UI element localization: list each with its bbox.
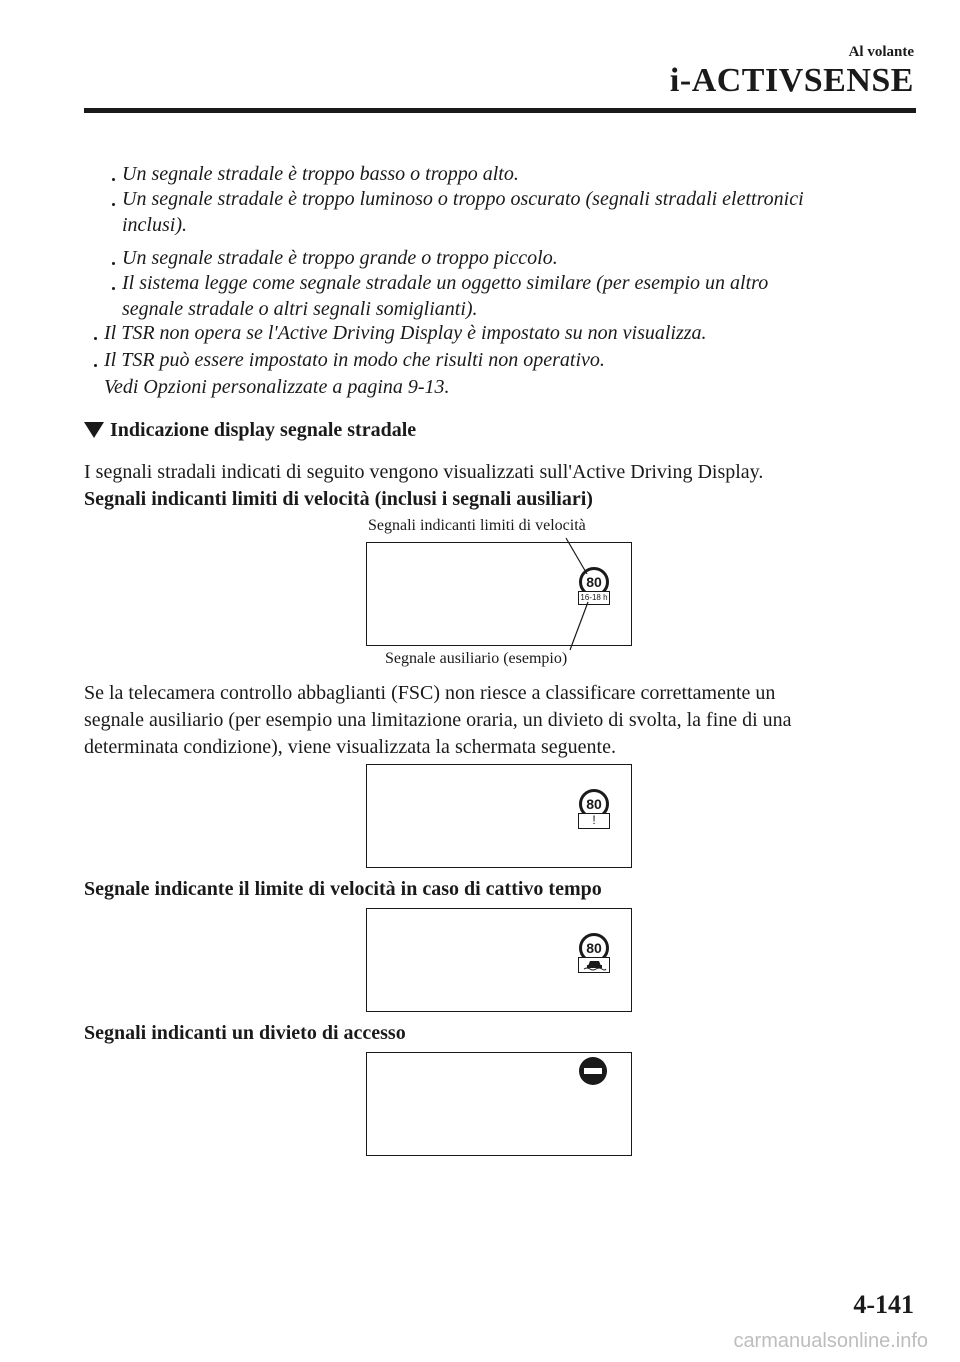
bullet-sub-4: Il sistema legge come segnale stradale un oggetto similare (per esempio un altro bbox=[122, 272, 769, 294]
paragraph-line-2: segnale ausiliario (per esempio una limitazione oraria, un divieto di svolta, la fine di una bbox=[84, 709, 792, 731]
page-number: 4-141 bbox=[853, 1290, 914, 1319]
bullet-main-2: Il TSR può essere impostato in modo che risulti non operativo. bbox=[104, 349, 605, 371]
figure1-label-bottom: Segnale ausiliario (esempio) bbox=[385, 650, 568, 667]
unknown-aux-sign: ! bbox=[578, 813, 610, 829]
bullet-dot bbox=[112, 178, 115, 181]
bullet-sub-2: Un segnale stradale è troppo luminoso o troppo oscurato (segnali stradali elettronici bbox=[122, 188, 804, 210]
speed-limit-sign: 80 bbox=[579, 789, 609, 819]
bullet-sub-2-cont: inclusi). bbox=[122, 214, 187, 236]
paragraph-line-1: Se la telecamera controllo abbaglianti (FSC) non riesce a classificare correttamente un bbox=[84, 682, 776, 704]
bullet-sub-1: Un segnale stradale è troppo basso o troppo alto. bbox=[122, 163, 519, 185]
display-figure-2 bbox=[366, 764, 632, 868]
watermark: carmanualsonline.info bbox=[733, 1330, 928, 1352]
speed-limit-sign: 80 bbox=[579, 567, 609, 597]
cross-reference: Vedi Opzioni personalizzate a pagina 9-13. bbox=[104, 376, 450, 398]
no-entry-sign-icon bbox=[579, 1057, 607, 1085]
bullet-main-1: Il TSR non opera se l'Active Driving Display è impostato su non visualizza. bbox=[104, 322, 707, 344]
paragraph-line-3: determinata condizione), viene visualizzata la schermata seguente. bbox=[84, 736, 616, 758]
bad-weather-icon bbox=[578, 957, 610, 973]
display-figure-1 bbox=[366, 542, 632, 646]
bullet-sub-4-cont: segnale stradale o altri segnali somiglianti). bbox=[122, 298, 478, 320]
figure1-label-top: Segnali indicanti limiti di velocità bbox=[368, 517, 586, 534]
bullet-dot bbox=[94, 337, 97, 340]
intro-text: I segnali stradali indicati di seguito vengono visualizzati sull'Active Driving Display. bbox=[84, 461, 764, 483]
chapter-title: i-ACTIVSENSE bbox=[669, 62, 914, 99]
bullet-sub-3: Un segnale stradale è troppo grande o troppo piccolo. bbox=[122, 247, 558, 269]
bullet-dot bbox=[112, 287, 115, 290]
subheading-no-entry: Segnali indicanti un divieto di accesso bbox=[84, 1022, 406, 1044]
display-figure-4 bbox=[366, 1052, 632, 1156]
bullet-dot bbox=[94, 364, 97, 367]
header-rule bbox=[84, 108, 916, 113]
aux-sign: 16-18 h bbox=[578, 591, 610, 605]
section-title: Al volante bbox=[848, 44, 914, 60]
display-figure-3 bbox=[366, 908, 632, 1012]
speed-limit-sign: 80 bbox=[579, 933, 609, 963]
heading-triangle-icon bbox=[84, 422, 104, 438]
subheading-bad-weather: Segnale indicante il limite di velocità in caso di cattivo tempo bbox=[84, 878, 602, 900]
subheading-speed-limit: Segnali indicanti limiti di velocità (inclusi i segnali ausiliari) bbox=[84, 488, 593, 510]
bullet-dot bbox=[112, 203, 115, 206]
section-heading: Indicazione display segnale stradale bbox=[110, 419, 417, 441]
bullet-dot bbox=[112, 262, 115, 265]
